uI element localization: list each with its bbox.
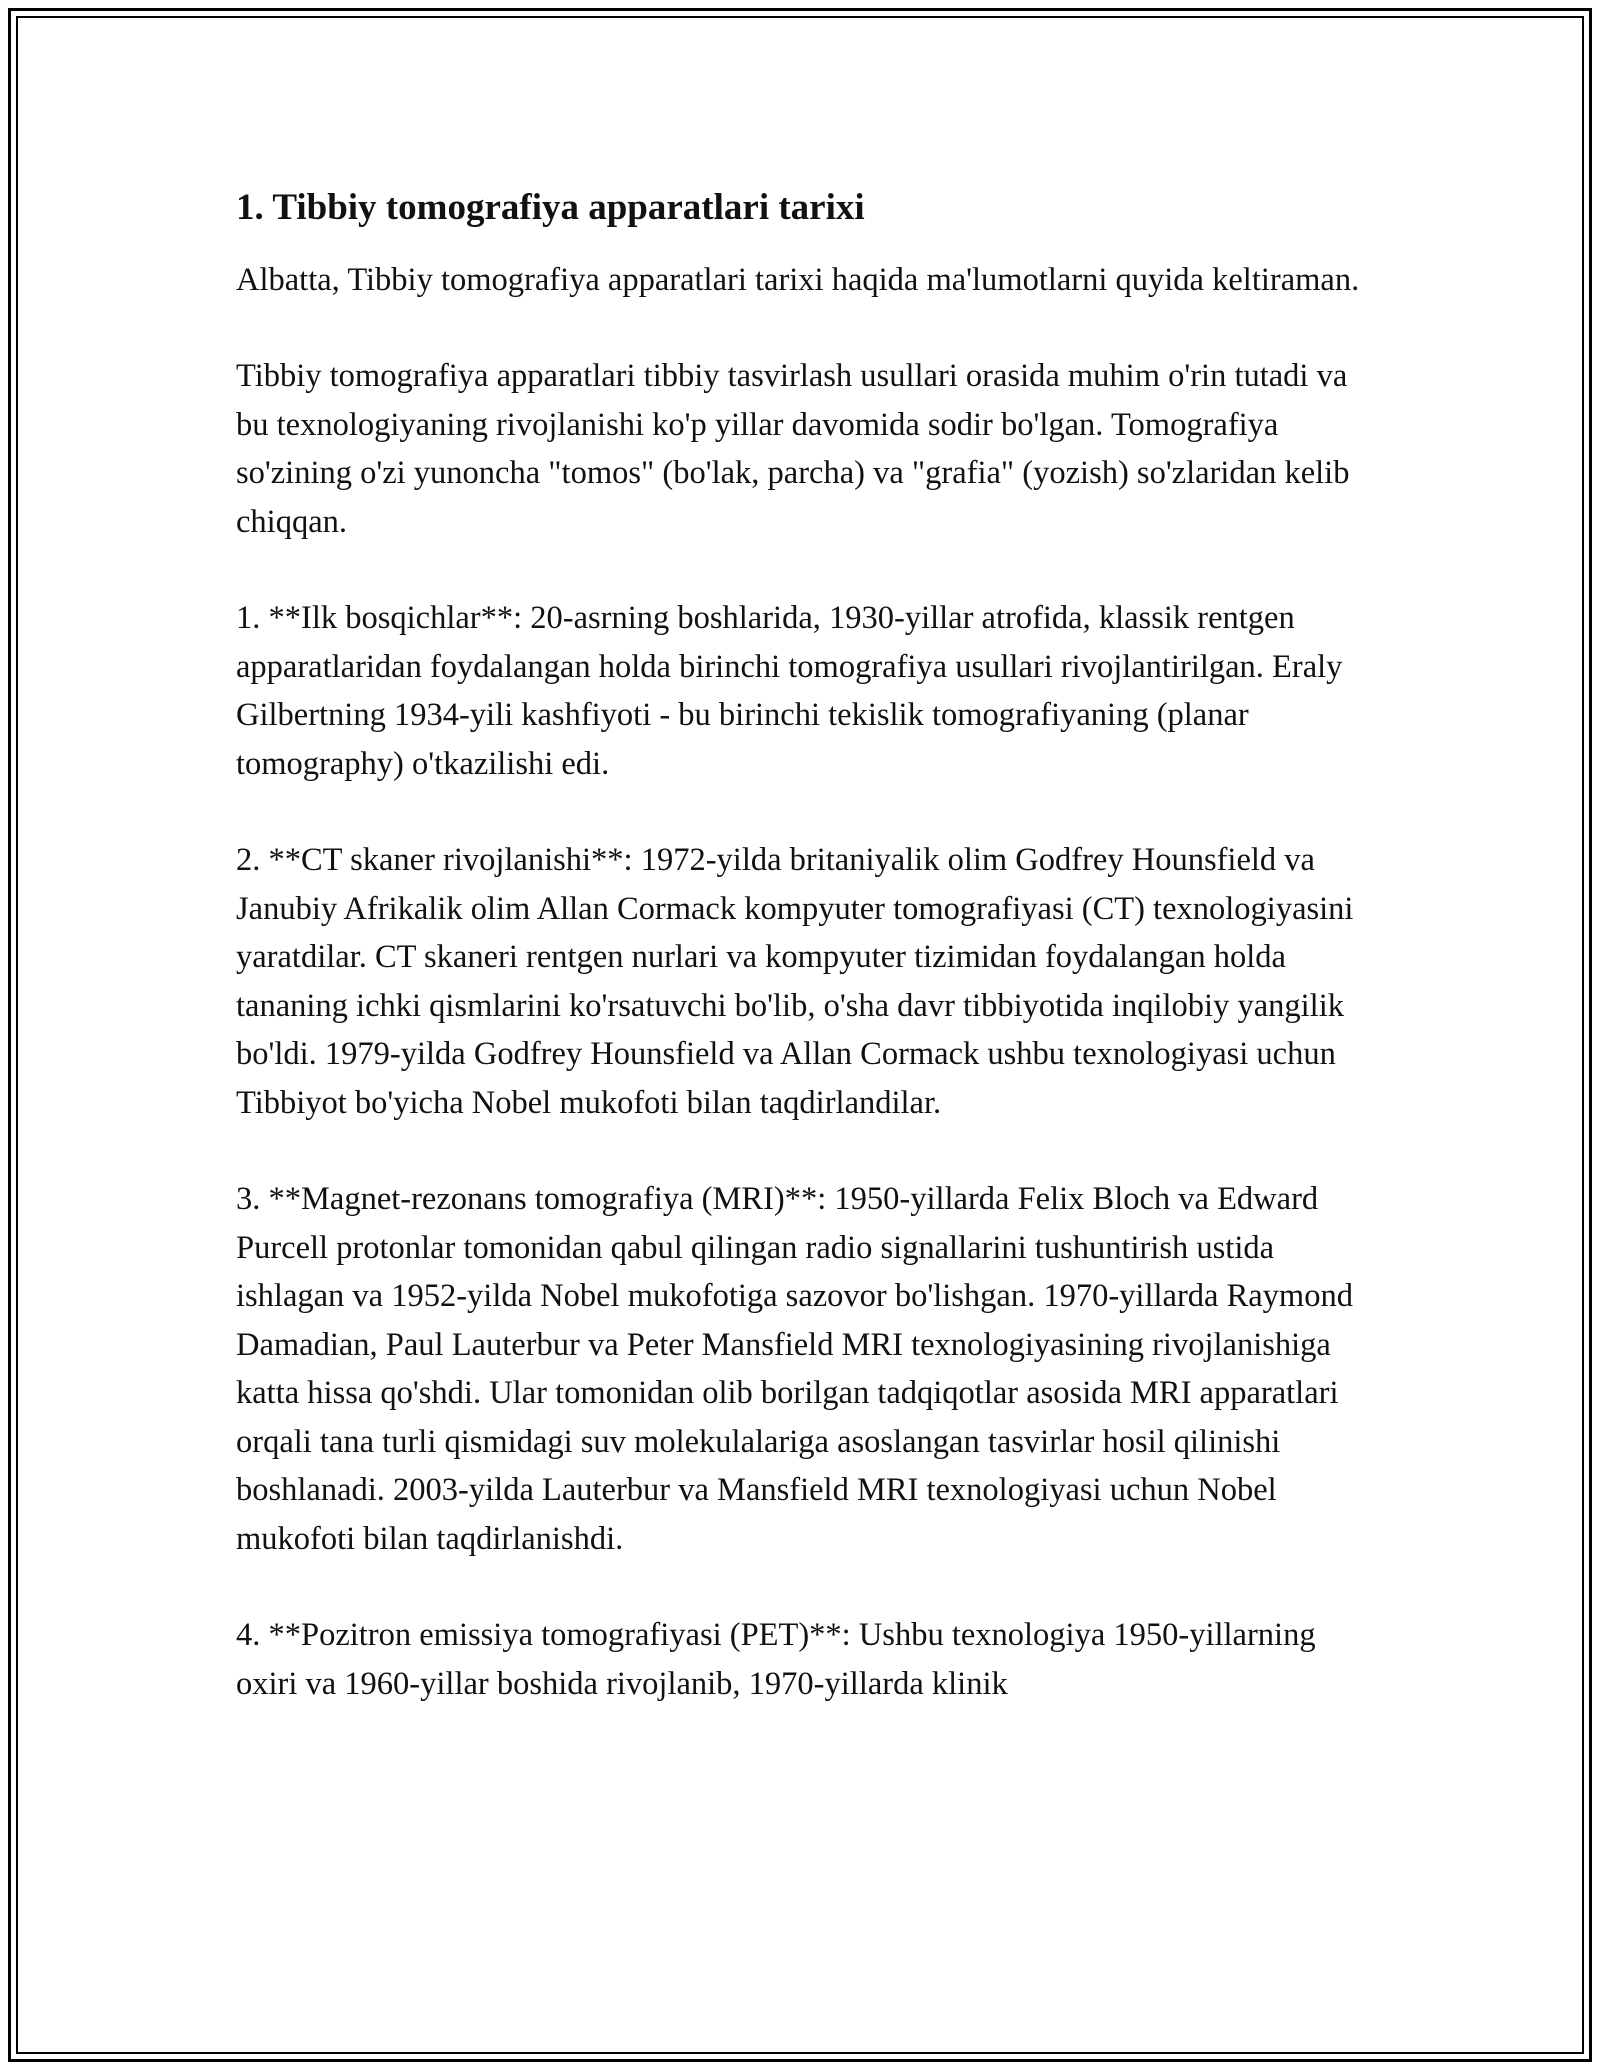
section-mri-paragraph: 3. **Magnet-rezonans tomografiya (MRI)**: 1950-yillarda Felix Bloch va Edward Purcell protonlar tomonidan qabul qilingan radio signallarini tushuntirish ustida ishlagan va 1952-yilda Nobel mukofotiga sazovor bo'lishgan. 1970-yillarda Raymond Damadian, Paul Lauterbur va Peter Mansfield MRI texnologiyasining rivojlanishiga katta hissa qo'shdi. Ular tomonidan olib borilgan tadqiqotlar asosida MRI apparatlari orqali tana turli qismidagi suv molekulalariga asoslangan tasvirlar hosil qilinishi boshlanadi. 2003-yilda Lauterbur va Mansfield MRI texnologiyasi uchun Nobel mukofoti bilan taqdirlanishdi. <box>236 1181 1353 1557</box>
document-title: 1. Tibbiy tomografiya apparatlari tarixi <box>236 187 865 228</box>
overview-paragraph: Tibbiy tomografiya apparatlari tibbiy tasvirlash usullari orasida muhim o'rin tutadi va bu texnologiyaning rivojlanishi ko'p yillar davomida sodir bo'lgan. Tomografiya so'zining o'zi yunoncha "tomos" (bo'lak, parcha) va "grafia" (yozish) so'zlaridan kelib chiqqan. <box>236 358 1350 540</box>
section-early-stages-paragraph: 1. **Ilk bosqichlar**: 20-asrning boshlarida, 1930-yillar atrofida, klassik rentgen apparatlaridan foydalangan holda birinchi tomografiya usullari rivojlantirilgan. Eraly Gilbertning 1934-yili kashfiyoti - bu birinchi tekislik tomografiyaning (planar tomography) o'tkazilishi edi. <box>236 600 1343 782</box>
document-body <box>236 182 1366 1756</box>
intro-paragraph: Albatta, Tibbiy tomografiya apparatlari tarixi haqida ma'lumotlarni quyida keltiraman. <box>236 261 1360 298</box>
section-ct-scanner-paragraph: 2. **CT skaner rivojlanishi**: 1972-yilda britaniyalik olim Godfrey Hounsfield va Janubiy Afrikalik olim Allan Cormack kompyuter tomografiyasi (CT) texnologiyasini yaratdilar. CT skaneri rentgen nurlari va kompyuter tizimidan foydalangan holda tananing ichki qismlarini ko'rsatuvchi bo'lib, o'sha davr tibbiyotida inqilobiy yangilik bo'ldi. 1979-yilda Godfrey Hounsfield va Allan Cormack ushbu texnologiyasi uchun Tibbiyot bo'yicha Nobel mukofoti bilan taqdirlandilar. <box>236 842 1354 1121</box>
section-pet-paragraph: 4. **Pozitron emissiya tomografiyasi (PET)**: Ushbu texnologiya 1950-yillarning oxiri va 1960-yillar boshida rivojlanib, 1970-yillarda klinik <box>236 1617 1316 1702</box>
